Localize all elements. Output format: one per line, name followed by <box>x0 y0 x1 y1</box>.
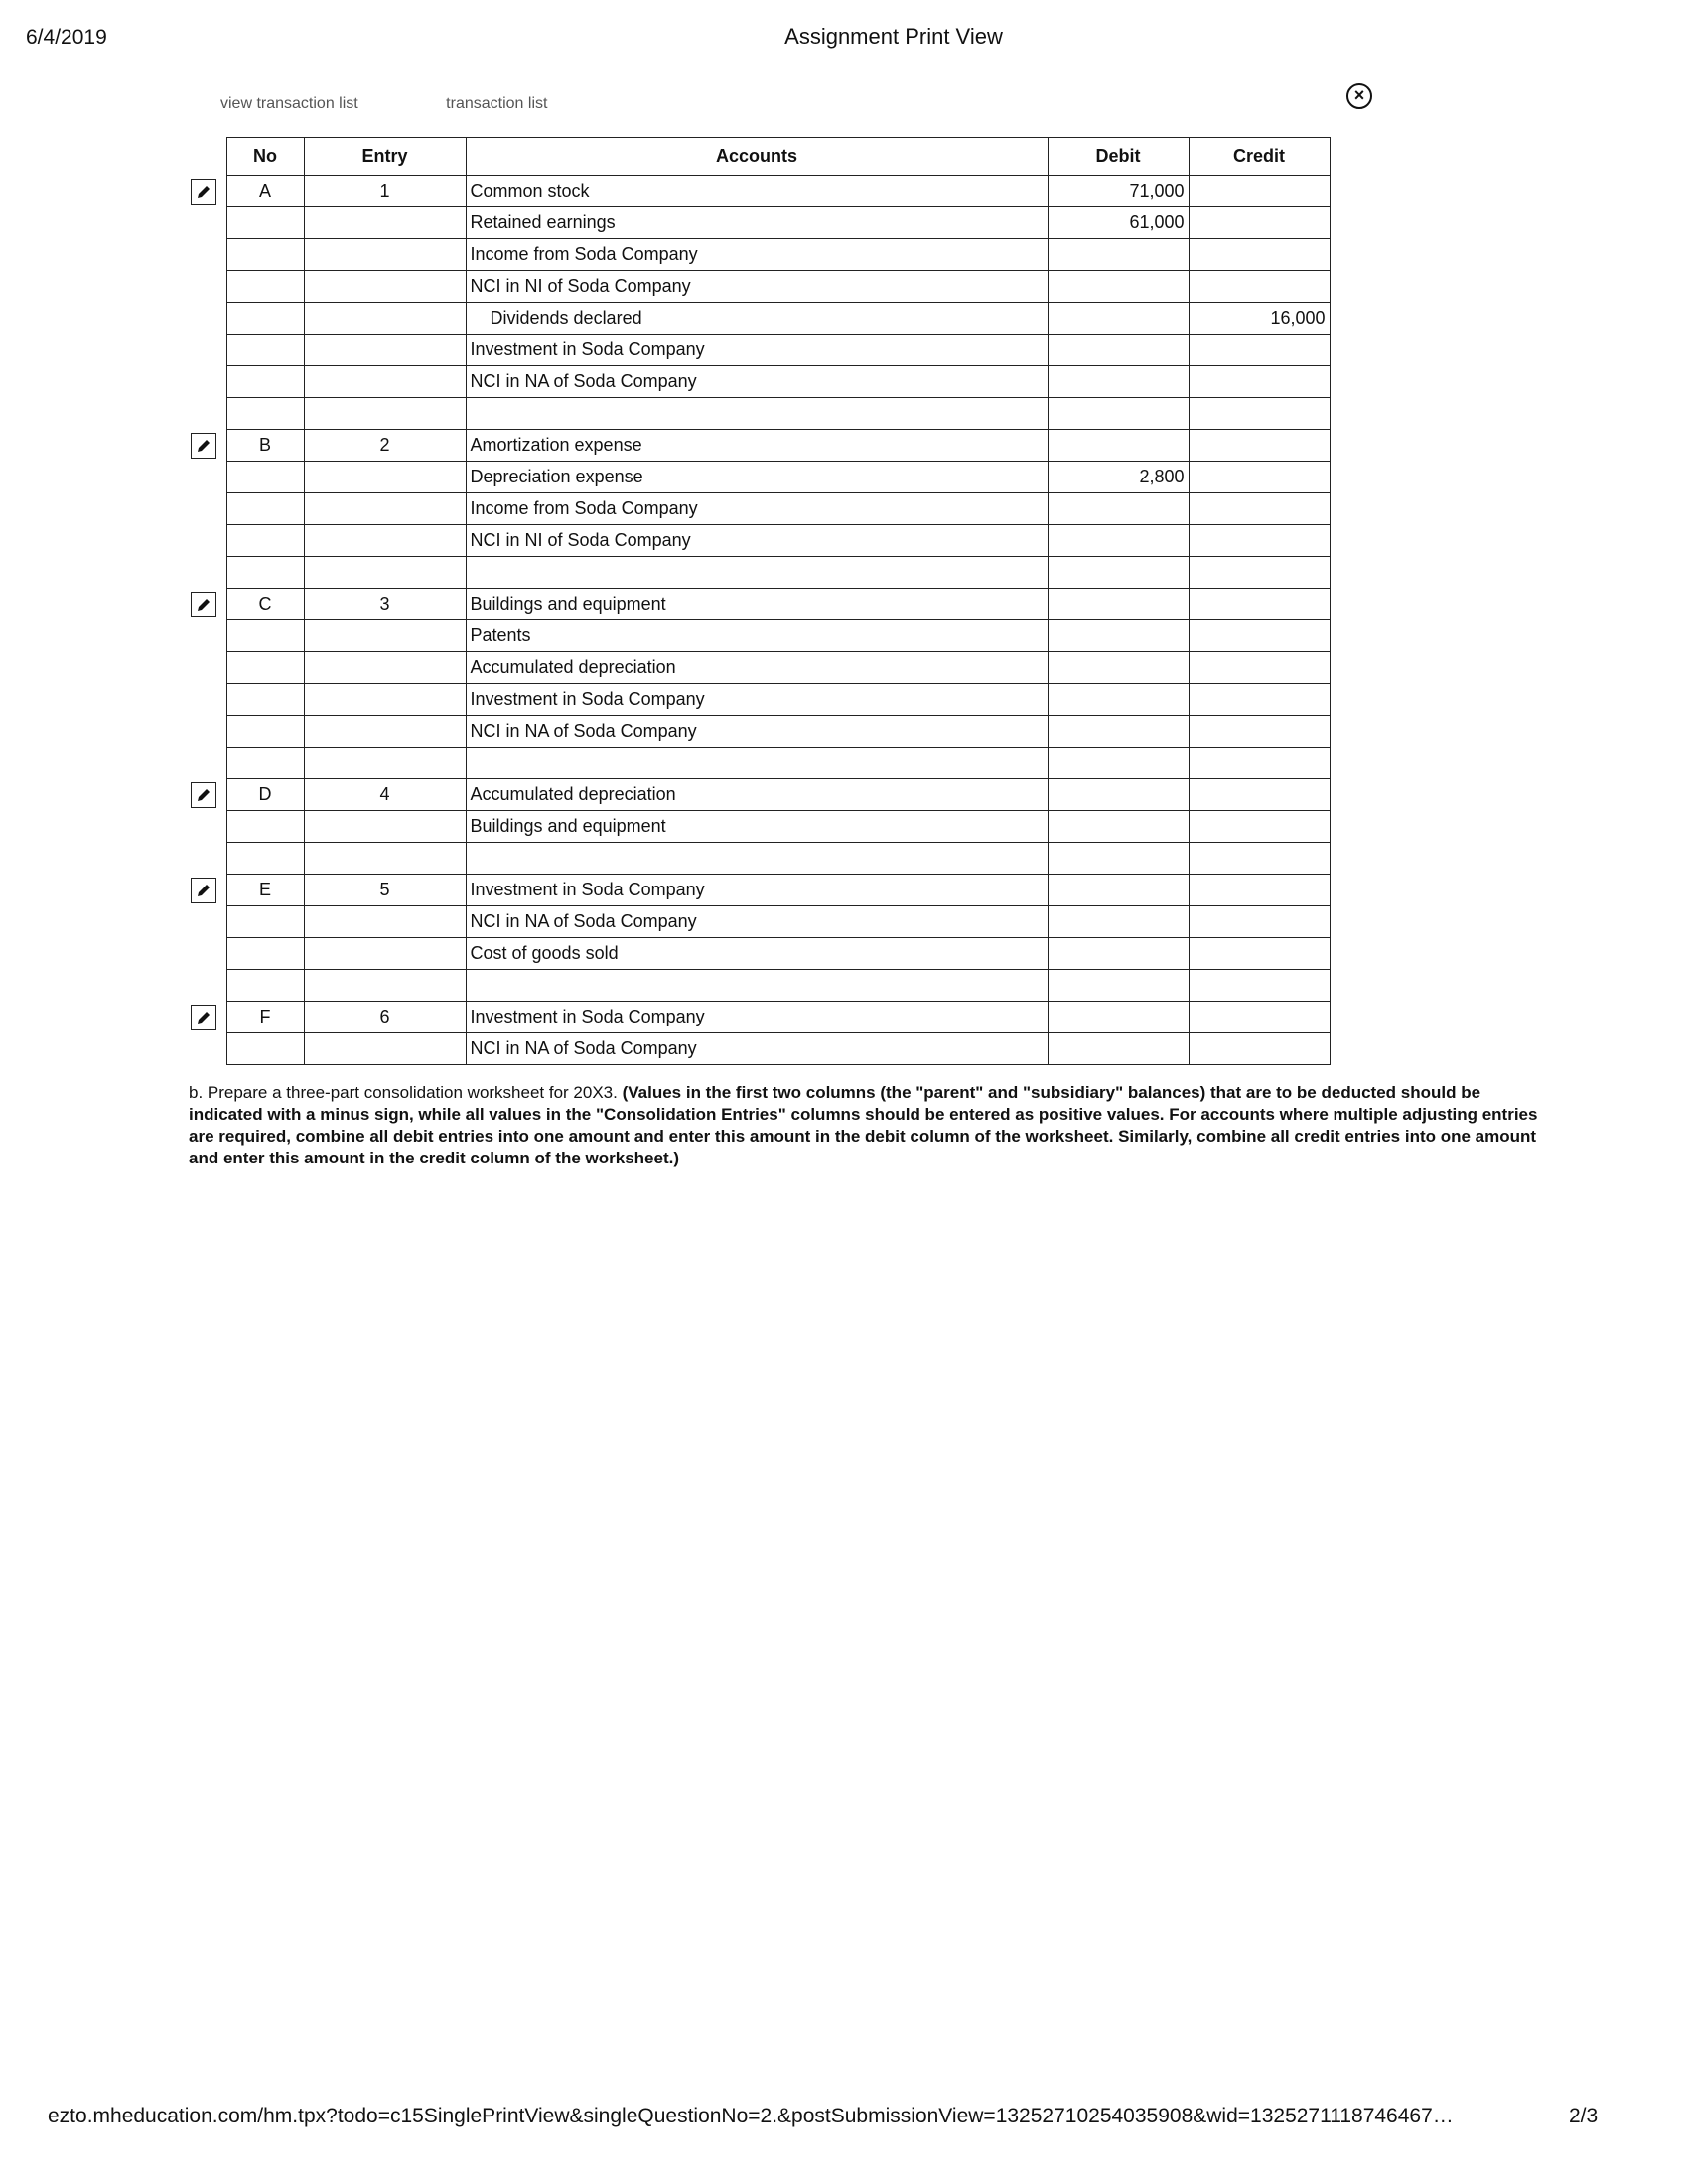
entry-number <box>304 525 466 557</box>
debit-cell: 71,000 <box>1048 176 1189 207</box>
credit-cell <box>1189 906 1330 938</box>
debit-cell <box>1048 557 1189 589</box>
account-cell: Amortization expense <box>466 430 1048 462</box>
entry-number: 5 <box>304 875 466 906</box>
entry-number <box>304 620 466 652</box>
debit-cell <box>1048 239 1189 271</box>
edit-cell <box>191 589 226 620</box>
entry-no <box>226 557 304 589</box>
debit-cell <box>1048 748 1189 779</box>
edit-cell <box>191 684 226 716</box>
debit-cell <box>1048 493 1189 525</box>
entry-no <box>226 652 304 684</box>
entry-number: 2 <box>304 430 466 462</box>
account-cell: NCI in NA of Soda Company <box>466 716 1048 748</box>
instructions-lead: b. Prepare a three-part consolidation worksheet for 20X3. <box>189 1083 618 1102</box>
edit-cell <box>191 207 226 239</box>
credit-cell <box>1189 938 1330 970</box>
account-cell <box>466 843 1048 875</box>
credit-cell <box>1189 716 1330 748</box>
edit-cell <box>191 398 226 430</box>
edit-cell <box>191 875 226 906</box>
debit-cell <box>1048 970 1189 1002</box>
entry-number <box>304 271 466 303</box>
table-row <box>191 938 1330 970</box>
account-cell <box>466 398 1048 430</box>
entry-no <box>226 493 304 525</box>
entry-no <box>226 1033 304 1065</box>
credit-cell <box>1189 970 1330 1002</box>
account-cell <box>466 557 1048 589</box>
account-cell: Buildings and equipment <box>466 589 1048 620</box>
debit-cell: 61,000 <box>1048 207 1189 239</box>
entry-number <box>304 684 466 716</box>
credit-cell <box>1189 557 1330 589</box>
debit-cell <box>1048 938 1189 970</box>
entry-no <box>226 398 304 430</box>
edit-cell <box>191 811 226 843</box>
instructions-note: (Values in the first two columns (the "parent" and "subsidiary" balances) that are to be deducted should be indicated with a minus sign, while all values in the "Consolidation Entries" columns should be entered as positive values. For accounts where multiple adjusting entries are required, combine all debit entries into one amount and enter this amount in the debit column of the worksheet. Similarly, combine all credit entries into one amount and enter this amount in the credit column of the worksheet.) <box>189 1083 1538 1167</box>
account-cell: Income from Soda Company <box>466 493 1048 525</box>
transaction-links <box>220 95 631 113</box>
entry-number <box>304 906 466 938</box>
debit-cell <box>1048 1033 1189 1065</box>
edit-cell <box>191 716 226 748</box>
account-cell: Depreciation expense <box>466 462 1048 493</box>
credit-cell: 16,000 <box>1189 303 1330 335</box>
table-row <box>191 493 1330 525</box>
pencil-icon[interactable] <box>191 878 216 903</box>
edit-cell <box>191 271 226 303</box>
account-cell: Cost of goods sold <box>466 938 1048 970</box>
entry-no <box>226 906 304 938</box>
entry-number: 4 <box>304 779 466 811</box>
entry-number <box>304 970 466 1002</box>
entry-no <box>226 366 304 398</box>
account-cell: Investment in Soda Company <box>466 875 1048 906</box>
col-header-entry: Entry <box>304 138 466 176</box>
account-cell: Buildings and equipment <box>466 811 1048 843</box>
edit-cell <box>191 652 226 684</box>
table-row <box>191 811 1330 843</box>
entry-no <box>226 239 304 271</box>
table-row <box>191 366 1330 398</box>
entry-no <box>226 620 304 652</box>
table-header-row <box>191 138 1330 176</box>
table-row <box>191 620 1330 652</box>
pencil-icon[interactable] <box>191 1005 216 1030</box>
debit-cell <box>1048 620 1189 652</box>
debit-cell <box>1048 589 1189 620</box>
entry-number: 6 <box>304 1002 466 1033</box>
pencil-icon[interactable] <box>191 592 216 617</box>
credit-cell <box>1189 1033 1330 1065</box>
view-transaction-list-link[interactable]: view transaction list <box>220 95 358 112</box>
entry-number: 1 <box>304 176 466 207</box>
credit-cell <box>1189 1002 1330 1033</box>
credit-cell <box>1189 335 1330 366</box>
account-cell: NCI in NI of Soda Company <box>466 271 1048 303</box>
edit-cell <box>191 938 226 970</box>
credit-cell <box>1189 493 1330 525</box>
col-header-accounts: Accounts <box>466 138 1048 176</box>
credit-cell <box>1189 811 1330 843</box>
credit-cell <box>1189 843 1330 875</box>
table-row <box>191 748 1330 779</box>
credit-cell <box>1189 239 1330 271</box>
account-cell: Investment in Soda Company <box>466 335 1048 366</box>
debit-cell <box>1048 906 1189 938</box>
account-cell: Income from Soda Company <box>466 239 1048 271</box>
entry-no: A <box>226 176 304 207</box>
worksheet-instructions <box>189 1082 1559 1169</box>
entry-no <box>226 843 304 875</box>
edit-cell <box>191 366 226 398</box>
debit-cell <box>1048 430 1189 462</box>
edit-cell <box>191 335 226 366</box>
debit-cell <box>1048 398 1189 430</box>
entry-no <box>226 271 304 303</box>
edit-cell <box>191 1033 226 1065</box>
account-cell: Accumulated depreciation <box>466 652 1048 684</box>
edit-cell <box>191 557 226 589</box>
entry-no: F <box>226 1002 304 1033</box>
table-body <box>191 176 1330 1065</box>
debit-cell <box>1048 843 1189 875</box>
page-title: Assignment Print View <box>784 24 1003 49</box>
edit-cell <box>191 303 226 335</box>
credit-cell <box>1189 398 1330 430</box>
credit-cell <box>1189 748 1330 779</box>
entry-no <box>226 335 304 366</box>
footer-url: ezto.mheducation.com/hm.tpx?todo=c15SinglePrintView&singleQuestionNo=2.&postSubmissionView=13252710254035908&wid=1325271118746467… <box>48 2105 1454 2127</box>
table-row <box>191 239 1330 271</box>
account-cell <box>466 748 1048 779</box>
edit-cell <box>191 906 226 938</box>
entry-number <box>304 1033 466 1065</box>
table-row <box>191 906 1330 938</box>
entry-number <box>304 652 466 684</box>
debit-cell <box>1048 303 1189 335</box>
entry-number <box>304 335 466 366</box>
edit-cell <box>191 970 226 1002</box>
credit-cell <box>1189 875 1330 906</box>
table-row <box>191 303 1330 335</box>
entry-no <box>226 462 304 493</box>
table-row <box>191 271 1330 303</box>
credit-cell <box>1189 176 1330 207</box>
table-row <box>191 684 1330 716</box>
entry-number: 3 <box>304 589 466 620</box>
entry-no: D <box>226 779 304 811</box>
table-row <box>191 1002 1330 1033</box>
debit-cell <box>1048 366 1189 398</box>
account-cell: NCI in NI of Soda Company <box>466 525 1048 557</box>
table-row <box>191 589 1330 620</box>
debit-cell <box>1048 525 1189 557</box>
close-icon[interactable]: × <box>1346 83 1372 109</box>
col-header-debit: Debit <box>1048 138 1189 176</box>
credit-cell <box>1189 462 1330 493</box>
debit-cell <box>1048 1002 1189 1033</box>
pencil-icon[interactable] <box>191 433 216 459</box>
edit-cell <box>191 430 226 462</box>
table-row <box>191 843 1330 875</box>
account-cell: Common stock <box>466 176 1048 207</box>
entry-number <box>304 748 466 779</box>
account-cell: Dividends declared <box>466 303 1048 335</box>
table-row <box>191 652 1330 684</box>
edit-column-header <box>191 138 226 176</box>
table-row <box>191 525 1330 557</box>
pencil-icon[interactable] <box>191 179 216 205</box>
account-cell: Patents <box>466 620 1048 652</box>
entry-number <box>304 811 466 843</box>
table-row <box>191 779 1330 811</box>
col-header-credit: Credit <box>1189 138 1330 176</box>
debit-cell <box>1048 779 1189 811</box>
journal-entries-table-wrapper <box>191 137 1331 1065</box>
entry-no <box>226 716 304 748</box>
credit-cell <box>1189 779 1330 811</box>
table-row <box>191 557 1330 589</box>
entry-no: C <box>226 589 304 620</box>
entry-number <box>304 303 466 335</box>
table-row <box>191 875 1330 906</box>
account-cell: NCI in NA of Soda Company <box>466 366 1048 398</box>
entry-number <box>304 938 466 970</box>
account-cell <box>466 970 1048 1002</box>
print-date: 6/4/2019 <box>26 26 107 49</box>
edit-cell <box>191 779 226 811</box>
debit-cell: 2,800 <box>1048 462 1189 493</box>
entry-no <box>226 938 304 970</box>
entry-no: B <box>226 430 304 462</box>
edit-cell <box>191 525 226 557</box>
table-row <box>191 462 1330 493</box>
credit-cell <box>1189 525 1330 557</box>
entry-number <box>304 843 466 875</box>
table-row <box>191 716 1330 748</box>
edit-cell <box>191 239 226 271</box>
entry-no <box>226 970 304 1002</box>
debit-cell <box>1048 335 1189 366</box>
table-row <box>191 176 1330 207</box>
entry-number <box>304 366 466 398</box>
account-cell: Retained earnings <box>466 207 1048 239</box>
credit-cell <box>1189 271 1330 303</box>
entry-number <box>304 462 466 493</box>
entry-no <box>226 525 304 557</box>
table-row <box>191 335 1330 366</box>
entry-number <box>304 398 466 430</box>
credit-cell <box>1189 366 1330 398</box>
edit-cell <box>191 620 226 652</box>
entry-no <box>226 207 304 239</box>
edit-cell <box>191 843 226 875</box>
account-cell: NCI in NA of Soda Company <box>466 1033 1048 1065</box>
edit-cell <box>191 493 226 525</box>
table-row <box>191 207 1330 239</box>
entry-number <box>304 239 466 271</box>
edit-cell <box>191 462 226 493</box>
credit-cell <box>1189 207 1330 239</box>
entry-number <box>304 493 466 525</box>
debit-cell <box>1048 875 1189 906</box>
debit-cell <box>1048 716 1189 748</box>
credit-cell <box>1189 589 1330 620</box>
entry-no <box>226 748 304 779</box>
entry-number <box>304 557 466 589</box>
account-cell: Accumulated depreciation <box>466 779 1048 811</box>
edit-cell <box>191 748 226 779</box>
table-row <box>191 430 1330 462</box>
table-row <box>191 970 1330 1002</box>
credit-cell <box>1189 652 1330 684</box>
journal-entries-table <box>191 137 1331 1065</box>
account-cell: NCI in NA of Soda Company <box>466 906 1048 938</box>
col-header-no: No <box>226 138 304 176</box>
entry-no: E <box>226 875 304 906</box>
edit-cell <box>191 176 226 207</box>
credit-cell <box>1189 684 1330 716</box>
debit-cell <box>1048 811 1189 843</box>
debit-cell <box>1048 271 1189 303</box>
account-cell: Investment in Soda Company <box>466 1002 1048 1033</box>
table-row <box>191 398 1330 430</box>
entry-no <box>226 684 304 716</box>
entry-no <box>226 303 304 335</box>
transaction-list-link[interactable]: transaction list <box>446 95 548 112</box>
pencil-icon[interactable] <box>191 782 216 808</box>
account-cell: Investment in Soda Company <box>466 684 1048 716</box>
table-row <box>191 1033 1330 1065</box>
debit-cell <box>1048 652 1189 684</box>
edit-cell <box>191 1002 226 1033</box>
credit-cell <box>1189 430 1330 462</box>
credit-cell <box>1189 620 1330 652</box>
debit-cell <box>1048 684 1189 716</box>
entry-number <box>304 207 466 239</box>
entry-number <box>304 716 466 748</box>
entry-no <box>226 811 304 843</box>
page-number: 2/3 <box>1569 2105 1599 2127</box>
